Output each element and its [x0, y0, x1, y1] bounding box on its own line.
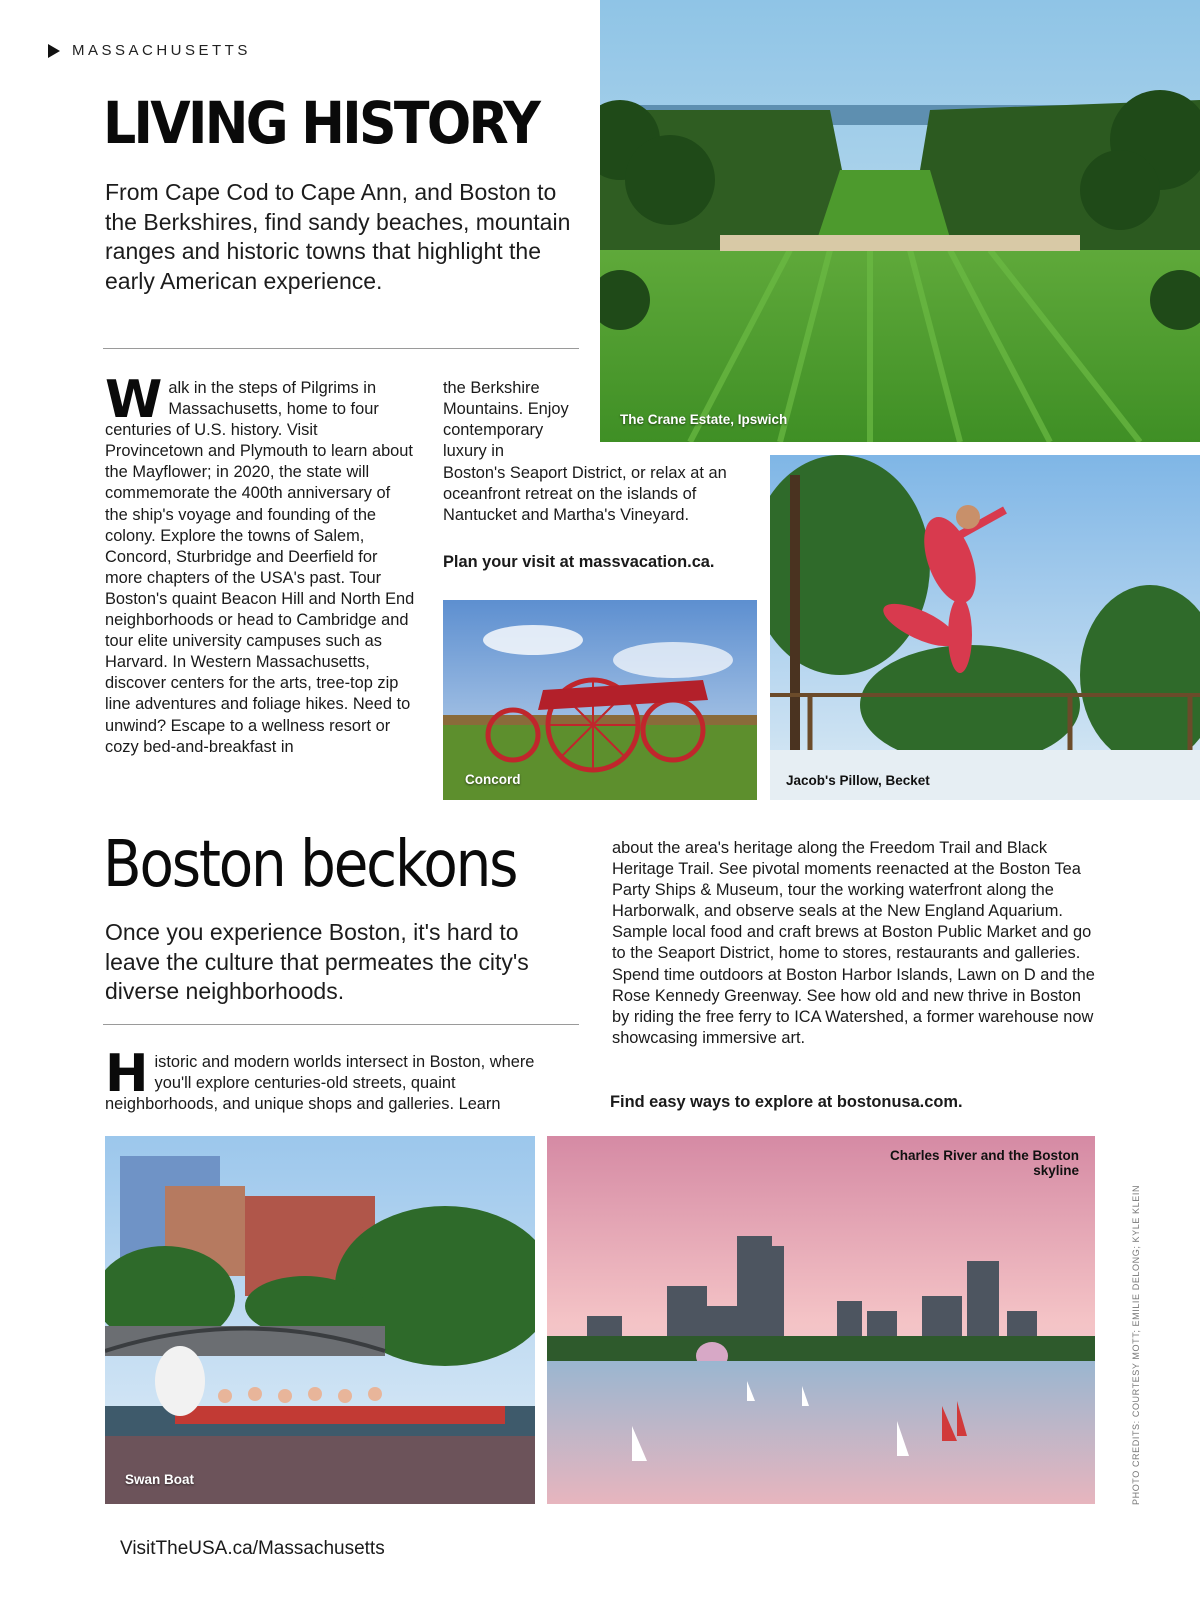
- article-body-col2a: the Berkshire Mountains. Enjoy contemporary luxury in: [443, 379, 569, 461]
- triangle-icon: [48, 44, 60, 58]
- photo-concord: [443, 600, 757, 800]
- article2-body-col2: about the area's heritage along the Freedom Trail and Black Heritage Trail. See pivotal moments reenacted at the Boston Tea Party Ships & Museum, tour the working waterfront along the Harborwalk, and observe seals at the New England Aquarium. Sample local food and craft brews at Boston Public Market and go to the Seaport District, home to stores, restaurants and galleries. Spend time outdoors at Boston Harbor Islands, Lawn on D and the Rose Kennedy Greenway. See how old and new thrive in Boston by riding the free ferry to ICA Watershed, a former warehouse now showcasing immersive art.: [612, 839, 1095, 1047]
- drop-cap: W: [105, 370, 163, 430]
- section-tag: [48, 42, 251, 59]
- caption-concord: Concord: [465, 772, 521, 787]
- caption-swan: Swan Boat: [125, 1472, 195, 1487]
- photo-charles-river: [547, 1136, 1095, 1504]
- explore-cta: Find easy ways to explore at bostonusa.com.: [610, 1093, 963, 1111]
- photo-jacobs-pillow: [770, 455, 1200, 800]
- article-title: LIVING HISTORY: [103, 89, 539, 157]
- article-body-col1: [105, 370, 417, 758]
- caption-crane: The Crane Estate, Ipswich: [620, 412, 788, 427]
- visit-cta: Plan your visit at massvacation.ca.: [443, 553, 715, 571]
- article-deck: From Cape Cod to Cape Ann, and Boston to the Berkshires, find sandy beaches, mountain ranges and historic towns that highlight the early American experience.: [105, 179, 571, 294]
- photo-crane-estate: [600, 0, 1200, 442]
- article-body-col2b: Boston's Seaport District, or relax at an oceanfront retreat on the islands of Nantucket and Martha's Vineyard.: [443, 464, 727, 525]
- divider-2: [103, 1024, 579, 1025]
- photo-swan-boat: [105, 1136, 535, 1504]
- article2-body-col1: [105, 1044, 567, 1115]
- caption-charles: Charles River and the Boston skyline: [889, 1148, 1079, 1178]
- photo-credits: PHOTO CREDITS: COURTESY MOTT; EMILIE DELONG; KYLE KLEIN: [1131, 1184, 1141, 1505]
- drop-cap-2: H: [105, 1044, 149, 1104]
- body-text-2: istoric and modern worlds intersect in Boston, where you'll explore centuries-old streets, quaint neighborhoods, and unique shops and galleries. Learn: [105, 1053, 535, 1114]
- footer-url[interactable]: VisitTheUSA.ca/Massachusetts: [120, 1538, 385, 1559]
- article2-title: Boston beckons: [103, 828, 517, 902]
- body-text: alk in the steps of Pilgrims in Massachusetts, home to four centuries of U.S. history. Visit Provincetown and Plymouth to learn about the Mayflower; in 2020, the state will commemorate the 400th anniversary of the ship's voyage and founding of the colony. Explore the towns of Salem, Concord, Sturbridge and Deerfield for more chapters of the USA's past. Tour Boston's quaint Beacon Hill and North End neighborhoods or head to Cambridge and tour elite university campuses such as Harvard. In Western Massachusetts, discover centers for the arts, tree-top zip line adventures and foliage hikes. Need to unwind? Escape to a wellness resort or cozy bed-and-breakfast in: [105, 379, 415, 756]
- section-label: MASSACHUSETTS: [72, 42, 251, 59]
- article2-deck: Once you experience Boston, it's hard to leave the culture that permeates the city's diverse neighborhoods.: [105, 919, 529, 1004]
- divider: [103, 348, 579, 349]
- caption-jacobs: Jacob's Pillow, Becket: [786, 773, 930, 788]
